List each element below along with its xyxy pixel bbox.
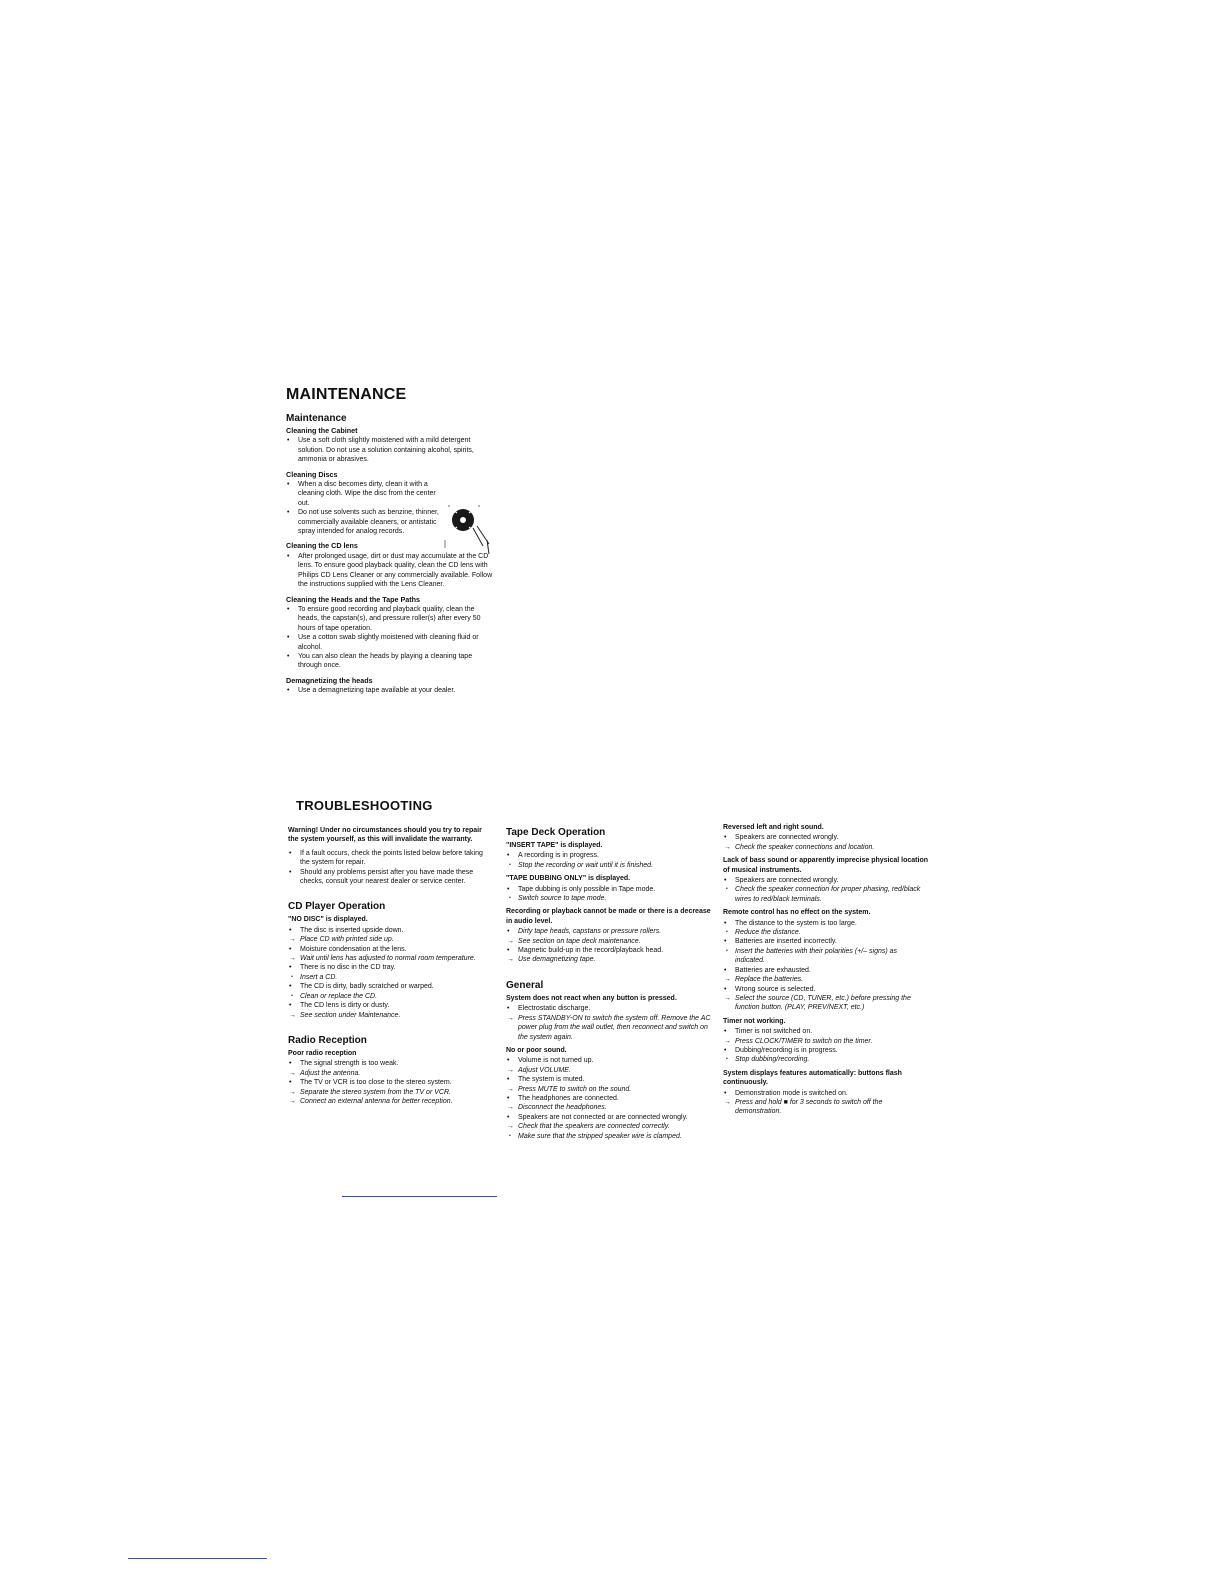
- misc-list: [723, 833, 928, 852]
- misc-problem: System displays features automatically: buttons flash continuously.: [723, 1069, 902, 1087]
- list-item-text: The disc is inserted upside down.: [300, 926, 404, 934]
- list-item: [506, 946, 713, 955]
- bullet-icon: •: [507, 928, 510, 936]
- arrow-icon: →: [289, 1069, 296, 1077]
- list-item-text: Wait until lens has adjusted to normal room temperature.: [300, 955, 476, 963]
- list-item-text: To ensure good recording and playback quality, clean the heads, the capstan(s), and pressure roller(s) after every 50 hours of tape operation.: [298, 605, 481, 632]
- list-item: [506, 1056, 713, 1065]
- cd-player-heading: CD Player Operation: [288, 901, 386, 913]
- bullet-icon: •: [287, 652, 290, 660]
- bullet-icon: •: [507, 885, 510, 893]
- list-item: [723, 843, 928, 852]
- list-item: [288, 1097, 493, 1106]
- list-item: [288, 868, 493, 887]
- list-item: [288, 1088, 493, 1097]
- list-item-text: Check the speaker connections and location.: [735, 843, 875, 851]
- maintenance-heading: Demagnetizing the heads: [286, 675, 373, 685]
- tape-deck-problem: Recording or playback cannot be made or there is a decrease in audio level.: [506, 908, 711, 925]
- list-item: [288, 849, 493, 868]
- list-item: [723, 975, 928, 984]
- list-item: [506, 885, 713, 894]
- list-item-text: The CD is dirty, badly scratched or warped.: [300, 983, 434, 991]
- bullet-icon: •: [507, 1076, 510, 1084]
- list-item: [288, 982, 493, 991]
- bullet-icon: •: [289, 1002, 292, 1010]
- bullet-icon: •: [287, 687, 290, 695]
- bullet-icon: •: [287, 605, 290, 613]
- bullet-icon: •: [287, 437, 290, 445]
- list-item-text: You can also clean the heads by playing a cleaning tape through once.: [298, 652, 473, 670]
- bullet-icon: •: [289, 964, 292, 972]
- list-item: [506, 1103, 713, 1112]
- list-item-text: After prolonged usage, dirt or dust may accumulate at the CD lens. To ensure good playback quality, clean the CD lens with Philips CD Lens Cleaner or any commercially available. Follow the instructions supplied with the Lens Cleaner.: [298, 552, 493, 589]
- list-item: [506, 1132, 713, 1141]
- arrow-icon: →: [507, 1014, 514, 1022]
- maintenance-heading: Cleaning the Cabinet: [286, 426, 358, 435]
- list-item-text: Connect an external antenna for better reception.: [300, 1097, 453, 1105]
- arrow-icon: →: [289, 955, 296, 963]
- list-item-text: Place CD with printed side up.: [300, 936, 394, 944]
- list-item: [506, 894, 713, 903]
- list-item: [286, 605, 496, 633]
- radio-problem: Poor radio reception: [288, 1049, 357, 1057]
- general-problem: No or poor sound.: [506, 1046, 567, 1054]
- list-item: [288, 992, 493, 1001]
- bullet-icon: •: [507, 1005, 510, 1013]
- radio-heading: Radio Reception: [288, 1034, 367, 1046]
- arrow-icon: →: [507, 956, 514, 964]
- bullet-icon: •: [724, 966, 727, 974]
- bullet-icon: •: [726, 1056, 728, 1063]
- list-item-text: Press CLOCK/TIMER to switch on the timer.: [735, 1037, 873, 1045]
- list-item-text: Stop the recording or wait until it is finished.: [518, 861, 654, 869]
- list-item: [288, 926, 493, 935]
- maintenance-heading: Cleaning the CD lens: [286, 541, 358, 551]
- list-item-text: Tape dubbing is only possible in Tape mode.: [518, 885, 656, 893]
- list-item: [506, 1113, 713, 1122]
- troubleshooting-column-2: [506, 826, 713, 1141]
- list-item: [506, 1122, 713, 1131]
- list-item-text: See section on tape deck maintenance.: [518, 937, 641, 945]
- bullet-icon: •: [726, 929, 728, 936]
- bullet-icon: •: [509, 861, 511, 868]
- troubleshooting-title: TROUBLESHOOTING: [296, 798, 433, 813]
- bullet-icon: •: [287, 509, 290, 517]
- tape-deck-list: [506, 885, 713, 904]
- arrow-icon: →: [289, 1088, 296, 1096]
- list-item-text: Dubbing/recording is in progress.: [735, 1046, 838, 1054]
- list-item: [723, 947, 928, 966]
- list-item: [506, 1014, 713, 1042]
- list-item-text: Speakers are not connected or are connected wrongly.: [518, 1113, 688, 1121]
- list-item: [723, 1027, 928, 1036]
- bullet-icon: •: [724, 919, 727, 927]
- misc-problem: Remote control has no effect on the system.: [723, 909, 871, 917]
- list-item: [288, 1059, 493, 1068]
- misc-list: [723, 919, 928, 1013]
- bullet-icon: •: [509, 895, 511, 902]
- list-item: [723, 994, 928, 1013]
- list-item-text: Volume is not turned up.: [518, 1057, 594, 1065]
- list-item: [723, 937, 928, 946]
- arrow-icon: →: [507, 1104, 514, 1112]
- bullet-icon: •: [724, 877, 727, 885]
- list-item-text: The TV or VCR is too close to the stereo system.: [300, 1079, 452, 1087]
- list-item: [288, 935, 493, 944]
- list-item: [506, 1066, 713, 1075]
- bullet-icon: •: [726, 947, 728, 954]
- link-underline-bottom[interactable]: [128, 1558, 267, 1559]
- list-item-text: Should any problems persist after you have made these checks, consult your nearest dealer or service center.: [300, 868, 474, 886]
- list-item-text: The signal strength is too weak.: [300, 1060, 399, 1068]
- list-item: [506, 861, 713, 870]
- misc-problem: Timer not working.: [723, 1017, 786, 1025]
- list-item: [286, 686, 496, 695]
- list-item: [723, 985, 928, 994]
- tape-deck-heading: Tape Deck Operation: [506, 827, 606, 838]
- list-item-text: Disconnect the headphones.: [518, 1104, 607, 1112]
- list-item-text: Check that the speakers are connected correctly.: [518, 1123, 670, 1131]
- list-item-text: Press and hold ■ for 3 seconds to switch off the demonstration.: [735, 1098, 883, 1116]
- bullet-icon: •: [289, 849, 292, 857]
- list-item-text: Electrostatic discharge.: [518, 1005, 591, 1013]
- list-item: [286, 436, 496, 464]
- arrow-icon: →: [724, 976, 731, 984]
- list-item-text: Replace the batteries.: [735, 976, 804, 984]
- list-item: [286, 552, 496, 590]
- arrow-icon: →: [724, 1037, 731, 1045]
- list-item-text: Select the source (CD, TUNER, etc.) before pressing the function button. (PLAY, PREV/NEXT, etc.): [735, 994, 911, 1012]
- list-item: [286, 633, 496, 652]
- general-problem: System does not react when any button is pressed.: [506, 994, 677, 1002]
- list-item: [723, 876, 928, 885]
- cd-player-problem: "NO DISC" is displayed.: [288, 916, 368, 924]
- tape-deck-list: [506, 927, 713, 965]
- list-item: [288, 973, 493, 982]
- list-item-text: The system is muted.: [518, 1076, 585, 1084]
- tape-deck-list: [506, 851, 713, 870]
- list-item: [723, 919, 928, 928]
- list-item-text: Insert the batteries with their polarities (+/– signs) as indicated.: [735, 947, 898, 965]
- tape-deck-problem: "INSERT TAPE" is displayed.: [506, 842, 603, 849]
- misc-list: [723, 1089, 928, 1117]
- list-item: [288, 963, 493, 972]
- list-item-text: Adjust VOLUME.: [518, 1066, 571, 1074]
- bullet-icon: •: [289, 945, 292, 953]
- list-item: [288, 954, 493, 963]
- bullet-icon: •: [289, 1079, 292, 1087]
- list-item-text: Insert a CD.: [300, 973, 338, 981]
- list-item: [506, 1075, 713, 1084]
- list-item-text: Speakers are connected wrongly.: [735, 877, 839, 885]
- disc-cleaning-illustration-icon: [443, 500, 493, 556]
- list-item-text: There is no disc in the CD tray.: [300, 964, 396, 972]
- bullet-icon: •: [289, 926, 292, 934]
- list-item: [506, 937, 713, 946]
- misc-problem: Lack of bass sound or apparently imprecise physical location of musical instruments.: [723, 857, 929, 874]
- list-item-text: Press STANDBY-ON to switch the system off. Remove the AC power plug from the wall outlet, then reconnect and switch on the system again.: [518, 1014, 711, 1041]
- list-item-text: A recording is in progress.: [518, 852, 599, 860]
- list-item: [288, 945, 493, 954]
- bullet-icon: •: [507, 852, 510, 860]
- maintenance-list: [286, 436, 496, 464]
- maintenance-heading: Cleaning the Heads and the Tape Paths: [286, 594, 421, 604]
- arrow-icon: →: [507, 1085, 514, 1093]
- list-item-text: Wrong source is selected.: [735, 985, 816, 993]
- maintenance-subtitle: Maintenance: [286, 413, 347, 424]
- bullet-icon: •: [726, 886, 728, 893]
- bullet-icon: •: [289, 868, 292, 876]
- maintenance-title: MAINTENANCE: [286, 386, 407, 403]
- radio-list: [288, 1059, 493, 1106]
- bullet-icon: •: [724, 1046, 727, 1054]
- list-item-text: The CD lens is dirty or dusty.: [300, 1002, 390, 1010]
- list-item: [723, 1098, 928, 1117]
- list-item-text: The headphones are connected.: [518, 1094, 619, 1102]
- bullet-icon: •: [287, 634, 290, 642]
- arrow-icon: →: [289, 936, 296, 944]
- list-item-text: Moisture condensation at the lens.: [300, 945, 407, 953]
- list-item: [288, 1001, 493, 1010]
- warning-text: Warning! Under no circumstances should you try to repair the system yourself, as this will invalidate the warranty.: [288, 827, 482, 844]
- list-item: [723, 885, 928, 904]
- list-item-text: Do not use solvents such as benzine, thinner, commercially available cleaners, or antistatic spray intended for analog records.: [298, 509, 439, 536]
- list-item-text: Switch source to tape mode.: [518, 895, 607, 903]
- misc-list: [723, 876, 928, 904]
- arrow-icon: →: [507, 1066, 514, 1074]
- maintenance-list: [286, 605, 496, 671]
- bullet-icon: •: [507, 1113, 510, 1121]
- list-item: [723, 1055, 928, 1064]
- intro-list: [288, 849, 493, 887]
- list-item-text: When a disc becomes dirty, clean it with a cleaning cloth. Wipe the disc from the center out.: [298, 481, 436, 507]
- arrow-icon: →: [724, 843, 731, 851]
- tape-deck-problem: "TAPE DUBBING ONLY" is displayed.: [506, 875, 631, 883]
- list-item: [288, 1011, 493, 1020]
- bullet-icon: •: [724, 938, 727, 946]
- bullet-icon: •: [724, 985, 727, 993]
- cd-player-list: [288, 926, 493, 1020]
- bullet-icon: •: [291, 992, 293, 999]
- list-item-text: Make sure that the stripped speaker wire is clamped.: [518, 1132, 682, 1140]
- list-item: [506, 955, 713, 964]
- bullet-icon: •: [287, 552, 290, 560]
- list-item-text: The distance to the system is too large.: [735, 919, 857, 927]
- arrow-icon: →: [289, 1011, 296, 1019]
- list-item-text: Demonstration mode is switched on.: [735, 1089, 848, 1097]
- list-item-text: Reduce the distance.: [735, 929, 801, 937]
- arrow-icon: →: [289, 1097, 296, 1105]
- misc-problem: Reversed left and right sound.: [723, 824, 824, 831]
- list-item: [723, 1089, 928, 1098]
- list-item: [506, 851, 713, 860]
- list-item: [723, 833, 928, 842]
- list-item-text: Separate the stereo system from the TV or VCR.: [300, 1088, 451, 1096]
- arrow-icon: →: [724, 1098, 731, 1106]
- list-item-text: Use demagnetizing tape.: [518, 956, 596, 964]
- list-item: [723, 1046, 928, 1055]
- list-item-text: Check the speaker connection for proper phasing, red/black wires to red/black terminals.: [735, 886, 921, 903]
- bullet-icon: •: [724, 1028, 727, 1036]
- troubleshooting-column-3: [723, 823, 928, 1117]
- bullet-icon: •: [507, 947, 510, 955]
- list-item-text: Clean or replace the CD.: [300, 992, 378, 1000]
- list-item-text: Use a soft cloth slightly moistened with a mild detergent solution. Do not use a solution containing alcohol, spirits, ammonia or abrasives.: [298, 437, 474, 464]
- misc-list: [723, 1027, 928, 1065]
- maintenance-list: [286, 552, 496, 590]
- list-item: [506, 1094, 713, 1103]
- bullet-icon: •: [287, 481, 290, 489]
- arrow-icon: →: [507, 1123, 514, 1131]
- bullet-icon: •: [291, 973, 293, 980]
- list-item-text: Use a demagnetizing tape available at your dealer.: [298, 687, 456, 695]
- list-item-text: Speakers are connected wrongly.: [735, 834, 839, 842]
- list-item-text: Timer is not switched on.: [735, 1028, 813, 1036]
- bullet-icon: •: [289, 1060, 292, 1068]
- list-item: [723, 966, 928, 975]
- bullet-icon: •: [509, 1132, 511, 1139]
- bullet-icon: •: [724, 834, 727, 842]
- list-item: [506, 1085, 713, 1094]
- list-item: [506, 1004, 713, 1013]
- general-list: [506, 1004, 713, 1042]
- bullet-icon: •: [507, 1094, 510, 1102]
- list-item: [288, 1078, 493, 1087]
- list-item-text: Use a cotton swab slightly moistened with cleaning fluid or alcohol.: [298, 634, 479, 651]
- list-item-text: Press MUTE to switch on the sound.: [518, 1085, 632, 1093]
- list-item-text: Batteries are inserted incorrectly.: [735, 938, 837, 946]
- maintenance-list: [286, 686, 496, 695]
- list-item: [506, 927, 713, 936]
- arrow-icon: →: [724, 994, 731, 1002]
- link-underline[interactable]: [342, 1196, 497, 1197]
- bullet-icon: •: [289, 983, 292, 991]
- arrow-icon: →: [507, 937, 514, 945]
- bullet-icon: •: [724, 1089, 727, 1097]
- maintenance-heading: Cleaning Discs: [286, 469, 338, 479]
- list-item-text: See section under Maintenance.: [300, 1011, 401, 1019]
- list-item: [286, 652, 496, 671]
- list-item-text: Magnetic build-up in the record/playback head.: [518, 947, 664, 955]
- list-item: [288, 1069, 493, 1078]
- general-list: [506, 1056, 713, 1141]
- list-item-text: Dirty tape heads, capstans or pressure rollers.: [518, 928, 662, 936]
- list-item-text: Adjust the antenna.: [300, 1069, 361, 1077]
- bullet-icon: •: [507, 1057, 510, 1065]
- list-item: [723, 928, 928, 937]
- list-item-text: Batteries are exhausted.: [735, 966, 811, 974]
- list-item-text: Stop dubbing/recording.: [735, 1056, 810, 1064]
- list-item-text: If a fault occurs, check the points listed below before taking the system for repair.: [300, 849, 483, 867]
- troubleshooting-column-1: [288, 826, 493, 1106]
- list-item: [723, 1037, 928, 1046]
- general-heading: General: [506, 979, 544, 991]
